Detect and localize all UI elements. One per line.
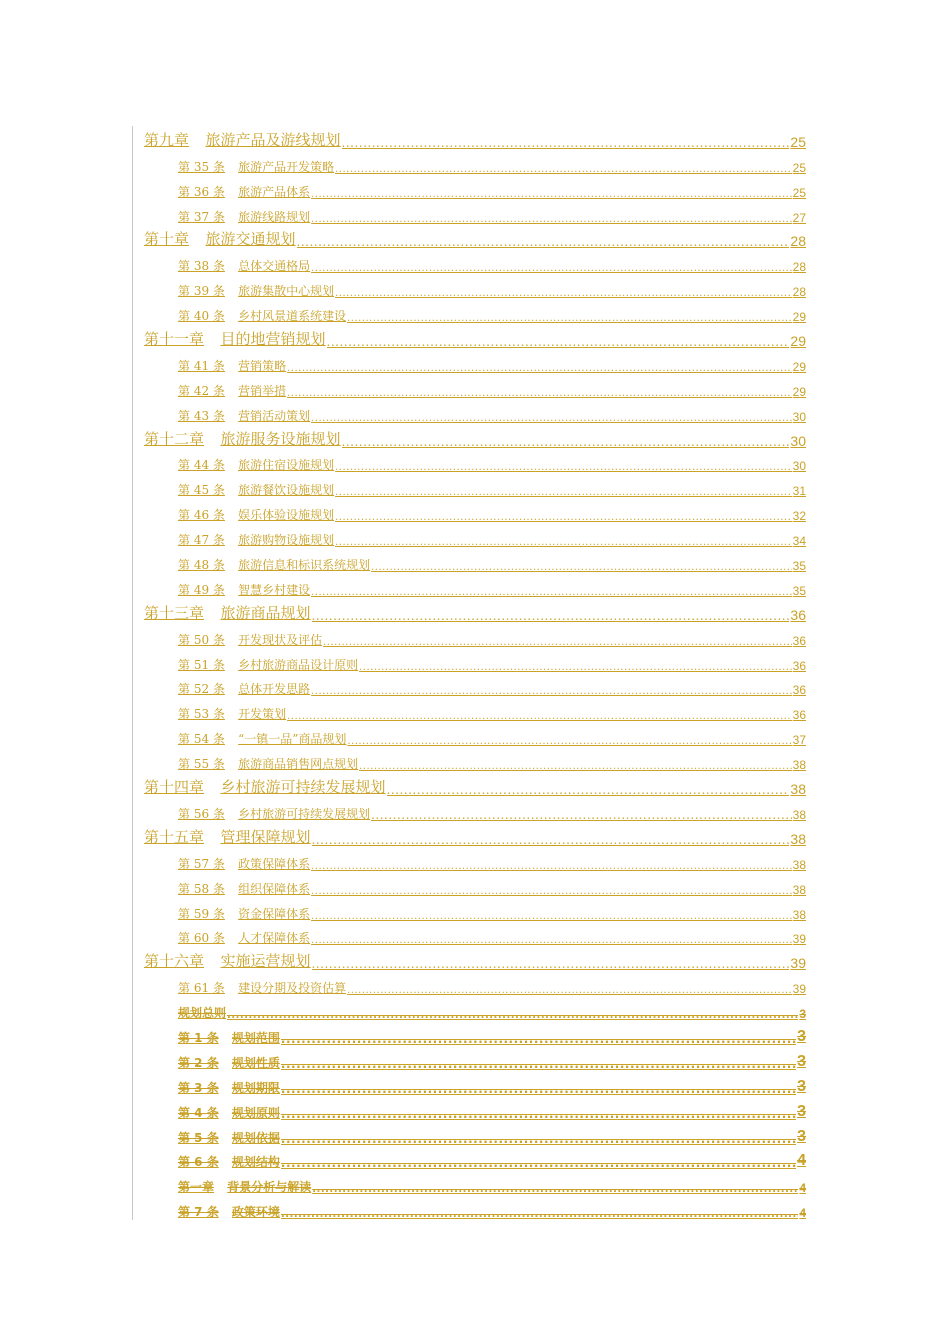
toc-entry-title: “一镇一品”商品规划 — [238, 732, 347, 747]
dot-leader — [281, 1107, 796, 1121]
toc-entry-number: 第 36 条 — [178, 184, 225, 199]
toc-entry-label — [178, 456, 334, 473]
toc-page-number: 27 — [792, 210, 806, 225]
toc-article-entry[interactable] — [144, 249, 806, 274]
toc-entry-number: 第 61 条 — [178, 981, 225, 996]
toc-entry-title: 旅游产品及游线规划 — [205, 130, 341, 149]
toc-entry-number: 第 47 条 — [178, 533, 225, 548]
dot-leader — [287, 363, 792, 374]
toc-entry-title: 总体开发思路 — [238, 682, 311, 697]
toc-entry-label — [178, 382, 286, 399]
toc-entry-number: 第 39 条 — [178, 284, 225, 299]
toc-entry-label — [178, 1079, 280, 1096]
toc-entry-number: 第 2 条 — [178, 1055, 219, 1070]
toc-article-entry[interactable] — [144, 150, 806, 175]
toc-page-number: 28 — [792, 285, 806, 300]
toc-page-number: 38 — [792, 758, 806, 773]
dot-leader — [312, 609, 790, 623]
toc-entry-label — [178, 929, 310, 946]
toc-page-number: 25 — [790, 133, 806, 150]
toc-page-number: 29 — [792, 310, 806, 325]
toc-entry-label — [178, 680, 310, 697]
dot-leader — [335, 462, 792, 473]
toc-entry-title: 目的地营销规划 — [220, 330, 326, 349]
toc-entry-title: 旅游餐饮设施规划 — [238, 483, 335, 498]
toc-entry-title: 旅游交通规划 — [205, 230, 296, 249]
toc-entry-title: 管理保障规划 — [220, 827, 311, 846]
toc-page-number: 37 — [792, 733, 806, 748]
toc-entry-label — [178, 481, 334, 498]
toc-entry-title: 娱乐体验设施规划 — [238, 508, 335, 523]
toc-page-number: 3 — [797, 1027, 806, 1045]
toc-chapter-entry[interactable] — [144, 225, 806, 250]
toc-entry-title: 开发策划 — [238, 707, 287, 722]
toc-entry-label — [178, 1153, 280, 1170]
toc-entry-title: 旅游商品规划 — [220, 603, 311, 622]
toc-entry-title: 规划总则 — [178, 1006, 227, 1021]
toc-entry-title: 旅游线路规划 — [238, 209, 311, 224]
toc-entry-number: 第 60 条 — [178, 931, 225, 946]
toc-entry-label — [178, 656, 358, 673]
toc-entry-number: 第 37 条 — [178, 209, 225, 224]
toc-page-number: 3 — [799, 1007, 806, 1022]
toc-entry-title: 旅游住宿设施规划 — [238, 458, 335, 473]
toc-entry-label — [144, 428, 341, 449]
toc-page-number: 36 — [792, 633, 806, 648]
toc-page-number: 38 — [790, 781, 806, 798]
toc-chapter-entry[interactable] — [144, 822, 806, 847]
toc-page-number: 35 — [792, 559, 806, 574]
toc-chapter-entry[interactable] — [144, 946, 806, 971]
toc-chapter-entry[interactable] — [144, 598, 806, 623]
toc-article-entry[interactable] — [144, 548, 806, 573]
toc-entry-title: 营销策略 — [238, 358, 287, 373]
dot-leader — [311, 886, 792, 897]
dot-leader — [335, 487, 792, 498]
toc-article-entry[interactable] — [144, 648, 806, 673]
toc-article-entry[interactable] — [144, 747, 806, 772]
dot-leader — [312, 957, 790, 971]
toc-entry-label — [178, 357, 286, 374]
dot-leader — [281, 1132, 796, 1146]
dot-leader — [281, 1209, 798, 1220]
toc-entry-label — [144, 826, 311, 847]
toc-entry-title: 规划性质 — [231, 1055, 280, 1070]
dot-leader — [311, 214, 792, 225]
toc-page-number: 29 — [792, 384, 806, 399]
toc-page-number: 4 — [799, 1181, 806, 1196]
dot-leader — [335, 537, 792, 548]
dot-leader — [297, 235, 790, 249]
toc-entry-label — [178, 183, 310, 200]
toc-entry-label — [178, 1029, 280, 1046]
toc-deleted-entry[interactable] — [144, 1121, 806, 1146]
toc-page-number: 3 — [797, 1127, 806, 1145]
toc-deleted-entry[interactable] — [144, 1146, 806, 1171]
toc-entry-title: 旅游产品体系 — [238, 184, 311, 199]
toc-entry-number: 第十三章 — [144, 603, 205, 622]
toc-entry-label — [178, 257, 310, 274]
toc-entry-title: 旅游产品开发策略 — [238, 159, 335, 174]
toc-deleted-entry[interactable] — [144, 1071, 806, 1096]
toc-entry-label — [178, 1178, 311, 1195]
toc-article-entry[interactable] — [144, 722, 806, 747]
toc-entry-number: 第 1 条 — [178, 1030, 219, 1045]
toc-entry-title: 乡村旅游可持续发展规划 — [238, 806, 371, 821]
toc-entry-number: 第 7 条 — [178, 1205, 219, 1220]
toc-page-number: 39 — [792, 932, 806, 947]
toc-chapter-entry[interactable] — [144, 772, 806, 797]
dot-leader — [342, 136, 790, 150]
toc-entry-number: 第一章 — [178, 1180, 215, 1195]
toc-article-entry[interactable] — [144, 872, 806, 897]
toc-article-entry[interactable] — [144, 623, 806, 648]
toc-entry-title: 资金保障体系 — [238, 906, 311, 921]
dot-leader — [281, 1057, 796, 1071]
toc-article-entry[interactable] — [144, 299, 806, 324]
toc-entry-number: 第十二章 — [144, 429, 205, 448]
dot-leader — [342, 435, 790, 449]
dot-leader — [327, 335, 790, 349]
dot-leader — [311, 587, 792, 598]
dot-leader — [312, 1184, 798, 1195]
toc-entry-label — [178, 705, 286, 722]
dot-leader — [281, 1032, 796, 1046]
toc-entry-label — [178, 855, 310, 872]
toc-entry-title: 旅游集散中心规划 — [238, 284, 335, 299]
toc-article-entry[interactable] — [144, 473, 806, 498]
toc-entry-label — [178, 506, 334, 523]
toc-page-number: 31 — [792, 484, 806, 499]
toc-entry-number: 第 38 条 — [178, 259, 225, 274]
toc-entry-label — [178, 282, 334, 299]
toc-article-entry[interactable] — [144, 971, 806, 996]
toc-deleted-entry[interactable] — [144, 1195, 806, 1220]
toc-entry-number: 第 45 条 — [178, 483, 225, 498]
toc-entry-title: 营销举措 — [238, 383, 287, 398]
toc-entry-number: 第 59 条 — [178, 906, 225, 921]
toc-entry-label — [144, 776, 386, 797]
toc-deleted-entry[interactable] — [144, 1170, 806, 1195]
toc-entry-title: 旅游商品销售网点规划 — [238, 757, 359, 772]
table-of-contents — [144, 125, 806, 1220]
toc-article-entry[interactable] — [144, 449, 806, 474]
toc-article-entry[interactable] — [144, 922, 806, 947]
dot-leader — [347, 736, 791, 747]
toc-page-number: 4 — [799, 1206, 806, 1221]
toc-entry-number: 第 48 条 — [178, 558, 225, 573]
toc-entry-title: 政策保障体系 — [238, 856, 311, 871]
toc-article-entry[interactable] — [144, 374, 806, 399]
toc-page-number: 29 — [792, 359, 806, 374]
toc-page-number: 38 — [792, 807, 806, 822]
toc-article-entry[interactable] — [144, 200, 806, 225]
toc-deleted-entry[interactable] — [144, 1046, 806, 1071]
dot-leader — [311, 413, 792, 424]
toc-page-number: 30 — [792, 409, 806, 424]
toc-entry-label — [178, 905, 310, 922]
toc-page-number: 4 — [797, 1152, 806, 1170]
toc-entry-number: 第 50 条 — [178, 632, 225, 647]
dot-leader — [311, 911, 792, 922]
toc-article-entry[interactable] — [144, 573, 806, 598]
toc-entry-title: 人才保障体系 — [238, 931, 311, 946]
toc-entry-number: 第 3 条 — [178, 1080, 219, 1095]
toc-page-number: 38 — [790, 830, 806, 847]
toc-page-number: 28 — [790, 233, 806, 250]
toc-entry-label — [144, 129, 341, 150]
dot-leader — [287, 711, 792, 722]
toc-entry-label — [144, 950, 311, 971]
toc-entry-number: 第十一章 — [144, 330, 205, 349]
dot-leader — [335, 288, 792, 299]
toc-entry-number: 第 51 条 — [178, 657, 225, 672]
toc-entry-label — [178, 158, 334, 175]
toc-article-entry[interactable] — [144, 349, 806, 374]
toc-entry-number: 第 42 条 — [178, 383, 225, 398]
dot-leader — [312, 833, 790, 847]
dot-leader — [323, 637, 792, 648]
dot-leader — [359, 761, 792, 772]
toc-deleted-entry[interactable] — [144, 1096, 806, 1121]
toc-entry-title: 政策环境 — [231, 1205, 280, 1220]
toc-entry-label — [178, 631, 322, 648]
toc-page-number: 34 — [792, 534, 806, 549]
toc-entry-title: 组织保障体系 — [238, 881, 311, 896]
dot-leader — [311, 263, 792, 274]
toc-entry-title: 总体交通格局 — [238, 259, 311, 274]
dot-leader — [311, 686, 792, 697]
toc-entry-label — [178, 531, 334, 548]
toc-entry-number: 第 41 条 — [178, 358, 225, 373]
toc-entry-number: 第 43 条 — [178, 408, 225, 423]
toc-page-number: 39 — [792, 982, 806, 997]
toc-entry-label — [144, 602, 311, 623]
dot-leader — [227, 1010, 798, 1021]
toc-entry-title: 开发现状及评估 — [238, 632, 323, 647]
toc-article-entry[interactable] — [144, 175, 806, 200]
toc-page-number: 28 — [792, 260, 806, 275]
dot-leader — [335, 164, 792, 175]
toc-page-number: 39 — [790, 955, 806, 972]
toc-entry-number: 第 40 条 — [178, 309, 225, 324]
toc-chapter-entry[interactable] — [144, 324, 806, 349]
toc-page-number: 25 — [792, 160, 806, 175]
toc-entry-number: 第 54 条 — [178, 732, 225, 747]
dot-leader — [371, 808, 792, 822]
toc-entry-label — [144, 228, 296, 249]
dot-leader — [347, 313, 792, 324]
toc-entry-label — [144, 328, 326, 349]
toc-chapter-entry[interactable] — [144, 125, 806, 150]
toc-entry-number: 第 58 条 — [178, 881, 225, 896]
toc-entry-number: 第 6 条 — [178, 1155, 219, 1170]
toc-page-number: 25 — [792, 185, 806, 200]
dot-leader — [311, 861, 792, 872]
toc-deleted-entry[interactable] — [144, 1021, 806, 1046]
toc-deleted-entry[interactable] — [144, 996, 806, 1021]
dot-leader — [281, 1082, 796, 1096]
dot-leader — [359, 662, 792, 673]
toc-entry-title: 建设分期及投资估算 — [238, 981, 347, 996]
toc-article-entry[interactable] — [144, 498, 806, 523]
toc-article-entry[interactable] — [144, 274, 806, 299]
toc-entry-title: 智慧乡村建设 — [238, 582, 311, 597]
toc-page-number: 3 — [797, 1052, 806, 1070]
toc-entry-number: 第 57 条 — [178, 856, 225, 871]
toc-entry-label — [178, 979, 346, 996]
toc-page-number: 3 — [797, 1102, 806, 1120]
toc-entry-title: 规划期限 — [231, 1080, 280, 1095]
toc-entry-title: 营销活动策划 — [238, 408, 311, 423]
toc-entry-title: 旅游购物设施规划 — [238, 533, 335, 548]
toc-entry-number: 第十四章 — [144, 778, 205, 797]
toc-entry-number: 第 49 条 — [178, 582, 225, 597]
toc-entry-number: 第九章 — [144, 130, 190, 149]
toc-article-entry[interactable] — [144, 523, 806, 548]
margin-rule — [132, 126, 133, 1220]
toc-article-entry[interactable] — [144, 797, 806, 822]
toc-entry-title: 规划范围 — [231, 1030, 280, 1045]
toc-entry-label — [178, 307, 346, 324]
toc-page-number: 3 — [797, 1077, 806, 1095]
toc-chapter-entry[interactable] — [144, 424, 806, 449]
toc-page-number: 30 — [792, 459, 806, 474]
dot-leader — [387, 783, 790, 797]
dot-leader — [281, 1156, 796, 1170]
toc-entry-label — [178, 407, 310, 424]
toc-entry-label — [178, 880, 310, 897]
toc-entry-label — [178, 755, 358, 772]
toc-entry-title: 规划原则 — [231, 1105, 280, 1120]
toc-page-number: 38 — [792, 907, 806, 922]
toc-entry-number: 第 4 条 — [178, 1105, 219, 1120]
toc-entry-label — [178, 1129, 280, 1146]
toc-entry-label — [178, 1004, 226, 1021]
toc-page-number: 36 — [792, 683, 806, 698]
toc-entry-label — [178, 1203, 280, 1220]
toc-entry-label — [178, 581, 310, 598]
toc-entry-label — [178, 805, 370, 822]
toc-entry-title: 背景分析与解读 — [227, 1180, 312, 1195]
dot-leader — [335, 512, 792, 523]
toc-entry-label — [178, 556, 370, 573]
toc-entry-title: 旅游信息和标识系统规划 — [238, 558, 371, 573]
toc-page-number: 36 — [790, 606, 806, 623]
toc-article-entry[interactable] — [144, 673, 806, 698]
toc-article-entry[interactable] — [144, 399, 806, 424]
toc-entry-title: 实施运营规划 — [220, 952, 311, 971]
toc-entry-number: 第 55 条 — [178, 757, 225, 772]
toc-entry-number: 第十六章 — [144, 952, 205, 971]
toc-entry-title: 规划依据 — [231, 1130, 280, 1145]
toc-entry-title: 乡村风景道系统建设 — [238, 309, 347, 324]
toc-article-entry[interactable] — [144, 897, 806, 922]
toc-entry-number: 第 53 条 — [178, 707, 225, 722]
toc-page-number: 35 — [792, 583, 806, 598]
toc-page-number: 36 — [792, 658, 806, 673]
toc-entry-title: 乡村旅游商品设计原则 — [238, 657, 359, 672]
toc-entry-label — [178, 1054, 280, 1071]
dot-leader — [311, 189, 792, 200]
toc-page-number: 32 — [792, 509, 806, 524]
toc-entry-number: 第 52 条 — [178, 682, 225, 697]
toc-page-number: 38 — [792, 882, 806, 897]
toc-entry-number: 第十五章 — [144, 827, 205, 846]
toc-page-number: 30 — [790, 432, 806, 449]
toc-article-entry[interactable] — [144, 697, 806, 722]
dot-leader — [287, 388, 792, 399]
toc-entry-title: 旅游服务设施规划 — [220, 429, 341, 448]
toc-entry-number: 第 44 条 — [178, 458, 225, 473]
toc-entry-number: 第 5 条 — [178, 1130, 219, 1145]
dot-leader — [347, 985, 792, 996]
toc-page-number: 29 — [790, 333, 806, 350]
toc-entry-label — [178, 1104, 280, 1121]
dot-leader — [311, 935, 792, 946]
toc-entry-title: 规划结构 — [231, 1155, 280, 1170]
toc-entry-number: 第 46 条 — [178, 508, 225, 523]
toc-entry-title: 乡村旅游可持续发展规划 — [220, 778, 386, 797]
toc-article-entry[interactable] — [144, 847, 806, 872]
toc-entry-label — [178, 730, 346, 747]
toc-entry-number: 第 56 条 — [178, 806, 225, 821]
dot-leader — [371, 562, 792, 573]
toc-entry-number: 第 35 条 — [178, 159, 225, 174]
toc-page-number: 36 — [792, 708, 806, 723]
toc-page-number: 38 — [792, 857, 806, 872]
toc-entry-label — [178, 208, 310, 225]
toc-entry-number: 第十章 — [144, 230, 190, 249]
